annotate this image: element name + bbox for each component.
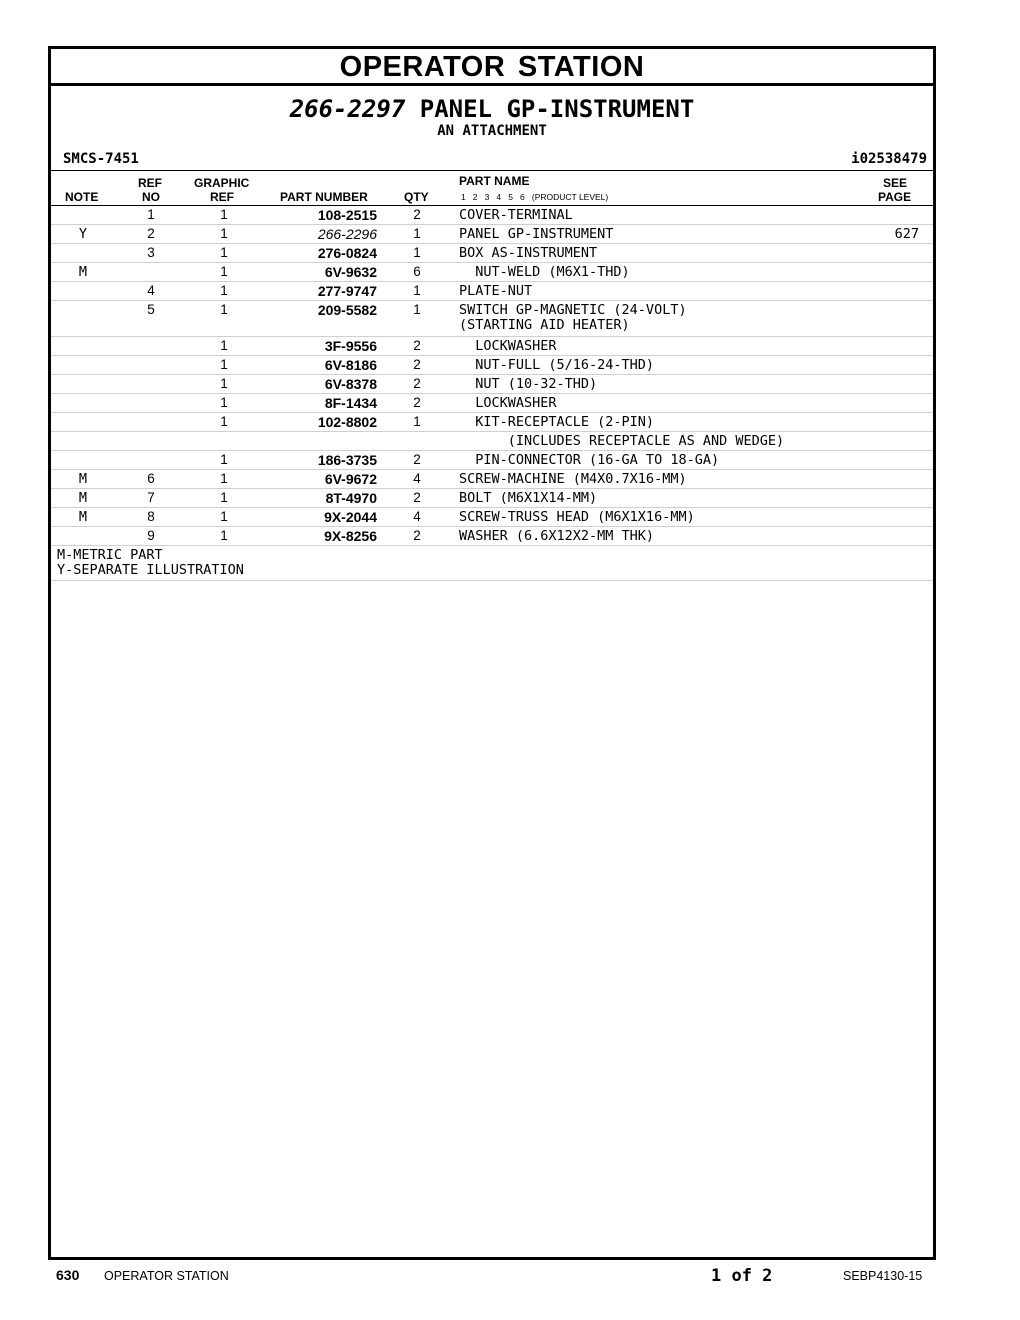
table-row — [51, 225, 933, 244]
part-name-cell: SWITCH GP-MAGNETIC (24-VOLT) — [459, 302, 687, 318]
qty-cell: 1 — [413, 245, 421, 260]
table-row — [51, 432, 933, 451]
part-name-cell: SCREW-TRUSS HEAD (M6X1X16-MM) — [459, 509, 695, 525]
group-title — [51, 94, 933, 124]
part-name-cell: NUT-WELD (M6X1-THD) — [459, 264, 630, 280]
note-separate-illustration: Y-SEPARATE ILLUSTRATION — [57, 562, 244, 578]
part-name-cell: NUT-FULL (5/16-24-THD) — [459, 357, 655, 373]
parts-list-frame — [48, 46, 936, 1260]
page-number: 630 — [56, 1267, 80, 1283]
ref-cell: 3 — [147, 245, 155, 260]
table-row — [51, 489, 933, 508]
graphic-ref-cell: 1 — [220, 283, 228, 298]
table-row — [51, 337, 933, 356]
col-ref-top: REF — [138, 176, 162, 190]
smcs-code: SMCS-7451 — [63, 151, 139, 167]
part-name-cell: PLATE-NUT — [459, 283, 533, 299]
col-part-number: PART NUMBER — [280, 190, 368, 204]
part-number-cell: 102-8802 — [317, 414, 377, 430]
graphic-ref-cell: 1 — [220, 395, 228, 410]
col-see-top: SEE — [883, 176, 908, 190]
part-number-cell: 266-2296 — [317, 226, 377, 242]
part-number-cell: 186-3735 — [317, 452, 377, 468]
part-number-cell: 277-9747 — [317, 283, 377, 299]
part-name-cell: SCREW-MACHINE (M4X0.7X16-MM) — [459, 471, 687, 487]
graphic-ref-cell: 1 — [220, 226, 228, 241]
graphic-ref-cell: 1 — [220, 357, 228, 372]
qty-cell: 4 — [413, 509, 421, 524]
col-note: NOTE — [65, 190, 99, 204]
note-cell: M — [78, 509, 88, 525]
ref-cell: 9 — [147, 528, 155, 543]
ref-cell: 4 — [147, 283, 155, 298]
part-name-cell: (INCLUDES RECEPTACLE AS AND WEDGE) — [459, 433, 785, 449]
part-number-cell: 209-5582 — [317, 302, 377, 318]
col-see-bottom: PAGE — [878, 190, 912, 204]
part-number-cell: 8T-4970 — [325, 490, 377, 506]
part-number-cell: 6V-9672 — [324, 471, 377, 487]
group-subtitle: AN ATTACHMENT — [437, 123, 547, 139]
part-name-cell: BOLT (M6X1X14-MM) — [459, 490, 598, 506]
ref-cell: 8 — [147, 509, 155, 524]
part-number-cell: 3F-9556 — [324, 338, 377, 354]
qty-cell: 6 — [413, 264, 421, 279]
table-row — [51, 301, 933, 337]
part-number-cell: 6V-8186 — [324, 357, 377, 373]
part-number-cell: 9X-2044 — [324, 509, 377, 525]
parts-table-body — [51, 206, 933, 546]
part-name-cell: BOX AS-INSTRUMENT — [459, 245, 598, 261]
col-ref-bottom: NO — [142, 190, 160, 204]
qty-cell: 2 — [413, 490, 421, 505]
part-name-cell: LOCKWASHER — [459, 395, 557, 411]
part-number-cell: 276-0824 — [317, 245, 377, 261]
note-cell: M — [78, 490, 88, 506]
part-name-cell: LOCKWASHER — [459, 338, 557, 354]
qty-cell: 2 — [413, 376, 421, 391]
graphic-ref-cell: 1 — [220, 302, 228, 317]
table-row — [51, 206, 933, 225]
table-row — [51, 356, 933, 375]
table-row — [51, 394, 933, 413]
part-name-cell: NUT (10-32-THD) — [459, 376, 598, 392]
qty-cell: 1 — [413, 226, 421, 241]
col-part-name: PART NAME — [459, 174, 530, 188]
ref-cell: 6 — [147, 471, 155, 486]
graphic-ref-cell: 1 — [220, 245, 228, 260]
table-row — [51, 451, 933, 470]
see-page-cell: 627 — [894, 226, 919, 242]
table-row — [51, 413, 933, 432]
graphic-ref-cell: 1 — [220, 264, 228, 279]
note-cell: Y — [78, 226, 88, 242]
part-name-cell: KIT-RECEPTACLE (2-PIN) — [459, 414, 655, 430]
ref-cell: 5 — [147, 302, 155, 317]
qty-cell: 2 — [413, 207, 421, 222]
part-number-cell: 8F-1434 — [324, 395, 377, 411]
table-row — [51, 375, 933, 394]
part-name-continuation: (STARTING AID HEATER) — [459, 317, 630, 333]
part-number-cell: 6V-8378 — [324, 376, 377, 392]
part-name-cell: WASHER (6.6X12X2-MM THK) — [459, 528, 655, 544]
group-header — [51, 86, 933, 171]
note-metric: M-METRIC PART — [57, 547, 163, 563]
note-cell: M — [78, 471, 88, 487]
table-row — [51, 470, 933, 489]
col-qty: QTY — [404, 190, 429, 204]
table-row — [51, 527, 933, 546]
footer-section: OPERATOR STATION — [104, 1269, 229, 1283]
sheet-indicator: 1 of 2 — [711, 1266, 773, 1286]
table-row — [51, 263, 933, 282]
graphic-ref-cell: 1 — [220, 414, 228, 429]
qty-cell: 4 — [413, 471, 421, 486]
graphic-ref-cell: 1 — [220, 376, 228, 391]
part-number-cell: 108-2515 — [317, 207, 377, 223]
illustration-id: i02538479 — [851, 151, 927, 167]
qty-cell: 2 — [413, 395, 421, 410]
part-number-cell: 6V-9632 — [324, 264, 377, 280]
graphic-ref-cell: 1 — [220, 452, 228, 467]
ref-cell: 2 — [147, 226, 155, 241]
note-cell: M — [78, 264, 88, 280]
col-product-levels: 1 2 3 4 5 6 (PRODUCT LEVEL) — [461, 192, 609, 202]
qty-cell: 1 — [413, 414, 421, 429]
part-name-cell: PANEL GP-INSTRUMENT — [459, 226, 614, 242]
section-title: OPERATOR STATION — [51, 49, 933, 86]
qty-cell: 2 — [413, 528, 421, 543]
ref-cell: 1 — [147, 207, 155, 222]
page-footer — [0, 1266, 1020, 1286]
group-part-number: 266-2297 — [289, 95, 406, 123]
column-headers — [51, 171, 933, 206]
ref-cell: 7 — [147, 490, 155, 505]
graphic-ref-cell: 1 — [220, 338, 228, 353]
graphic-ref-cell: 1 — [220, 471, 228, 486]
graphic-ref-cell: 1 — [220, 490, 228, 505]
qty-cell: 2 — [413, 357, 421, 372]
qty-cell: 1 — [413, 302, 421, 317]
notes-legend — [51, 546, 933, 581]
qty-cell: 1 — [413, 283, 421, 298]
table-row — [51, 508, 933, 527]
graphic-ref-cell: 1 — [220, 528, 228, 543]
table-row — [51, 244, 933, 263]
qty-cell: 2 — [413, 338, 421, 353]
graphic-ref-cell: 1 — [220, 207, 228, 222]
col-graphic-top: GRAPHIC — [194, 176, 250, 190]
part-number-cell: 9X-8256 — [324, 528, 377, 544]
document-number: SEBP4130-15 — [843, 1269, 923, 1283]
part-name-cell: PIN-CONNECTOR (16-GA TO 18-GA) — [459, 452, 720, 468]
col-graphic-bottom: REF — [210, 190, 234, 204]
part-name-cell: COVER-TERMINAL — [459, 207, 573, 223]
group-name: PANEL GP-INSTRUMENT — [419, 95, 695, 123]
table-row — [51, 282, 933, 301]
qty-cell: 2 — [413, 452, 421, 467]
graphic-ref-cell: 1 — [220, 509, 228, 524]
